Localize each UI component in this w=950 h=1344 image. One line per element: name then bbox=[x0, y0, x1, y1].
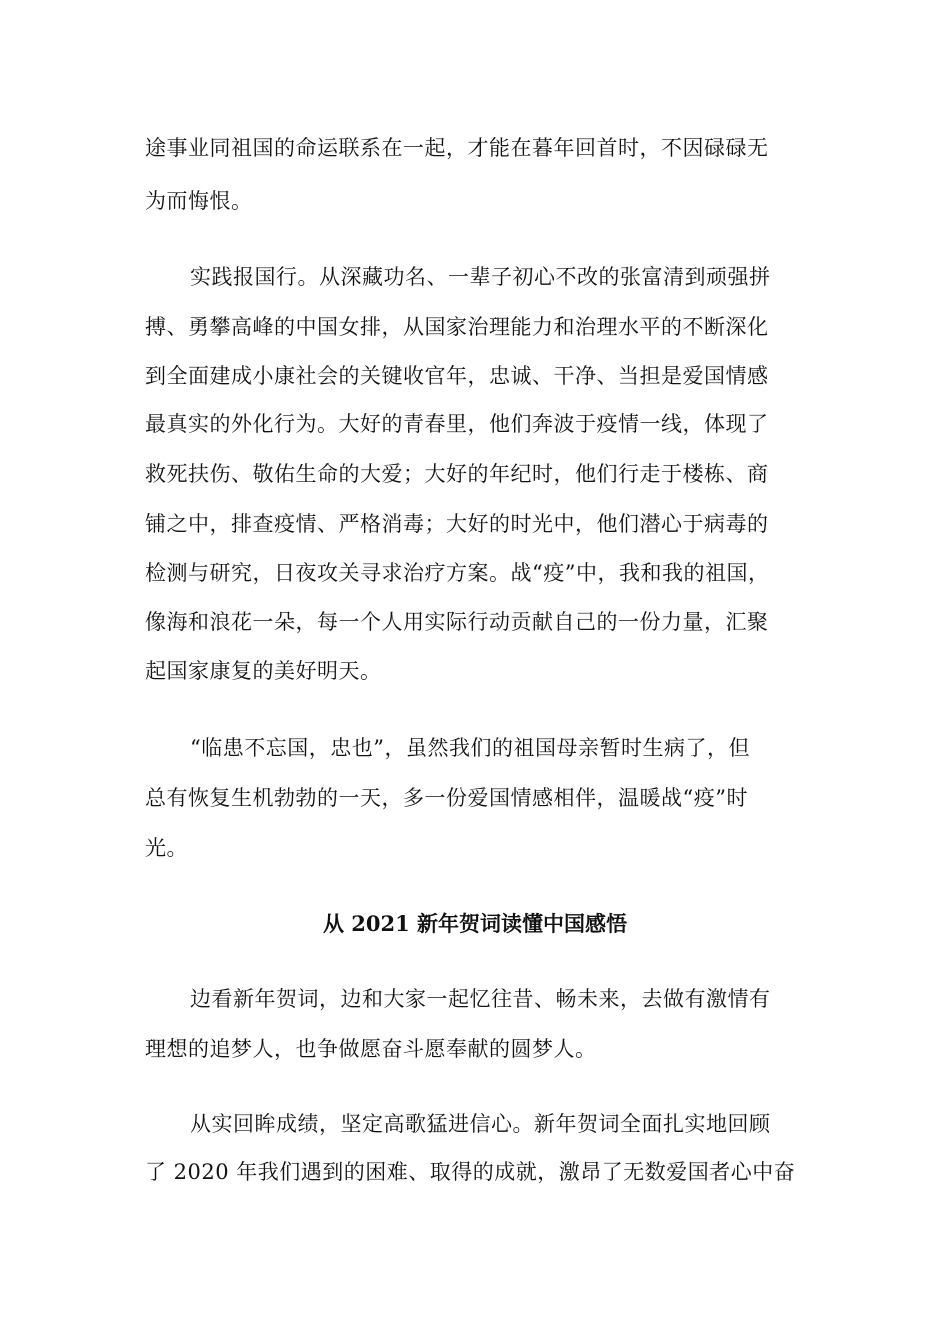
text-line: 最真实的外化行为。大好的青春里，他们奔波于疫情一线，体现了 bbox=[145, 412, 769, 436]
text-line: 总有恢复生机勃勃的一天，多一份爱国情感相伴，温暖战“疫”时 bbox=[145, 786, 748, 810]
text-line: 光。 bbox=[145, 836, 188, 860]
text-line: 检测与研究，日夜攻关寻求治疗方案。战“疫”中，我和我的祖国， bbox=[145, 561, 770, 585]
text-line: 救死扶伤、敬佑生命的大爱；大好的年纪时，他们行走于楼栋、商 bbox=[145, 462, 769, 486]
text-line: “临患不忘国，忠也”，虽然我们的祖国母亲暂时生病了，但 bbox=[190, 736, 750, 760]
text-line: 像海和浪花一朵，每一个人用实际行动贡献自己的一份力量，汇聚 bbox=[145, 610, 769, 634]
text-line: 了 2020 年我们遇到的困难、取得的成就，激昂了无数爱国者心中奋 bbox=[145, 1160, 796, 1184]
text-line: 边看新年贺词，边和大家一起忆往昔、畅未来，去做有激情有 bbox=[190, 987, 771, 1011]
text-line: 铺之中，排查疫情、严格消毒；大好的时光中，他们潜心于病毒的 bbox=[145, 512, 769, 536]
text-line: 从实回眸成绩，坚定高歌猛进信心。新年贺词全面扎实地回顾 bbox=[190, 1112, 771, 1136]
text-line: 为而悔恨。 bbox=[145, 189, 253, 213]
text-line: 理想的追梦人，也争做愿奋斗愿奉献的圆梦人。 bbox=[145, 1037, 597, 1061]
text-line: 实践报国行。从深藏功名、一辈子初心不改的张富清到顽强拼 bbox=[190, 265, 771, 289]
text-line: 到全面建成小康社会的关键收官年，忠诚、干净、当担是爱国情感 bbox=[145, 364, 769, 388]
text-line: 途事业同祖国的命运联系在一起，才能在暮年回首时，不因碌碌无 bbox=[145, 136, 769, 160]
text-line: 起国家康复的美好明天。 bbox=[145, 659, 382, 683]
section-title: 从 2021 新年贺词读懂中国感悟 bbox=[322, 911, 628, 936]
text-line: 搏、勇攀高峰的中国女排，从国家治理能力和治理水平的不断深化 bbox=[145, 315, 769, 339]
